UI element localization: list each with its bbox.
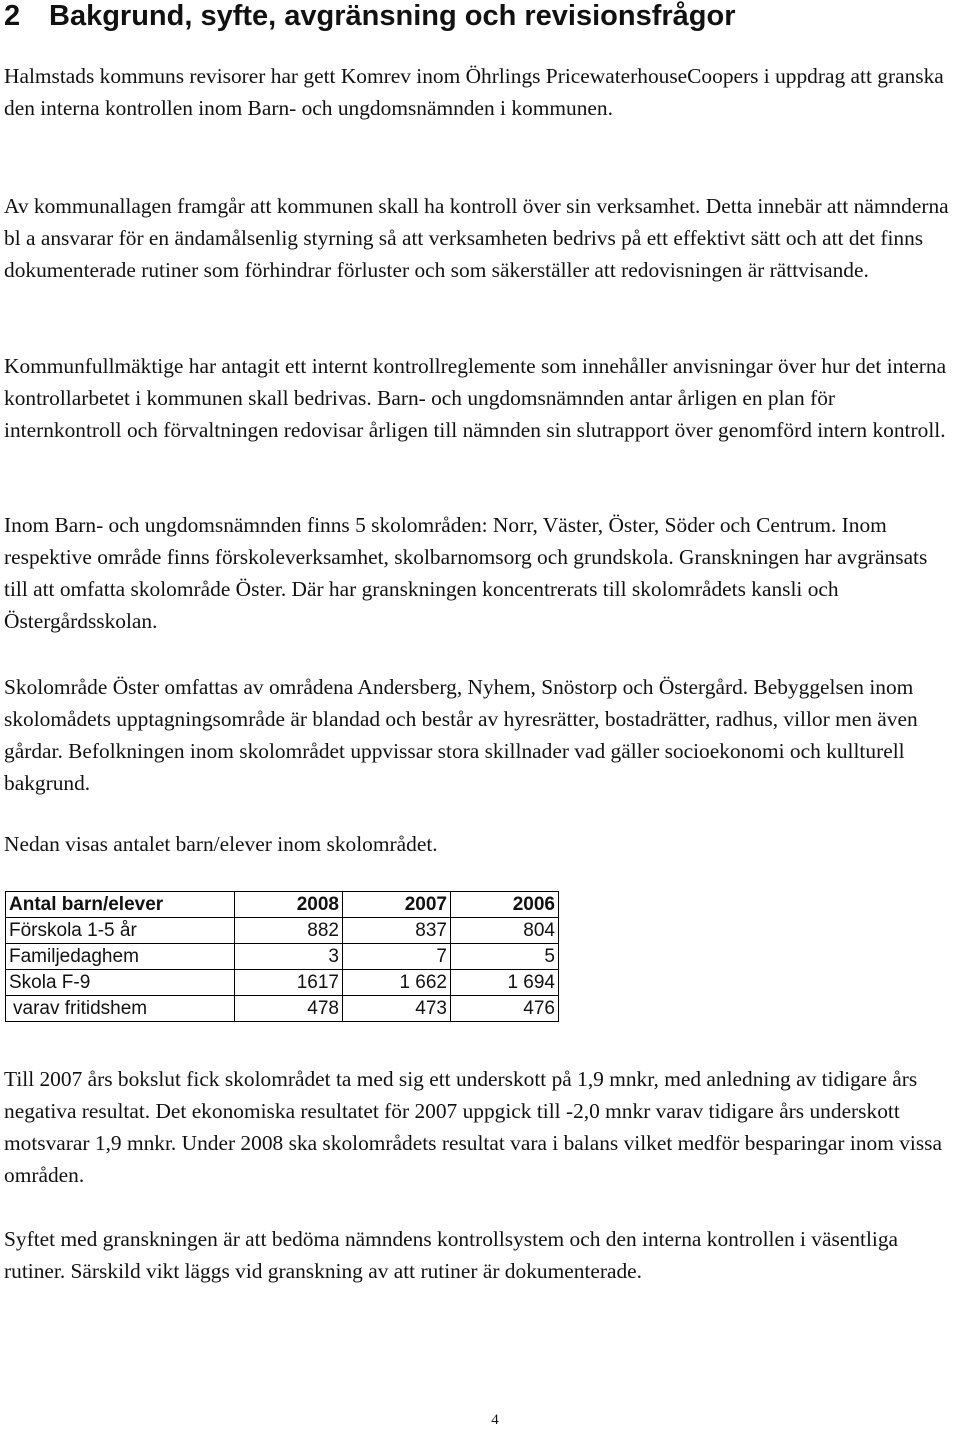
- table-cell: 804: [451, 918, 559, 944]
- table-cell: 5: [451, 944, 559, 970]
- table-cell: 1 662: [343, 970, 451, 996]
- table-cell: Skola F-9: [6, 970, 235, 996]
- children-count-table: [5, 891, 559, 1022]
- table-cell: 837: [343, 918, 451, 944]
- table-row: [6, 944, 559, 970]
- paragraph-syfte: Syftet med granskningen är att bedöma nämndens kontrollsystem och den interna kontrollen i väsentliga rutiner. Särskild vikt läggs vid granskning av att rutiner är dokumenterade.: [4, 1227, 899, 1283]
- section-number: 2: [4, 0, 21, 32]
- table-header-cell: 2007: [343, 892, 451, 918]
- table-row: [6, 970, 559, 996]
- table-header-cell: 2006: [451, 892, 559, 918]
- table-cell: 882: [235, 918, 343, 944]
- paragraph-table-intro: Nedan visas antalet barn/elever inom skolområdet.: [4, 832, 438, 856]
- section-title: Bakgrund, syfte, avgränsning och revisionsfrågor: [49, 0, 736, 32]
- table-cell: 473: [343, 996, 451, 1022]
- table-cell: Familjedaghem: [6, 944, 235, 970]
- table-header-cell: 2008: [235, 892, 343, 918]
- table-row: [6, 918, 559, 944]
- table-cell: 1617: [235, 970, 343, 996]
- table-cell: 478: [235, 996, 343, 1022]
- paragraph-kommunallagen: Av kommunallagen framgår att kommunen skall ha kontroll över sin verksamhet. Detta innebär att nämnderna bl a ansvarar för en ändamålsenlig styrning så att verksamheten bedrivs på ett effektivt sätt och att det finns dokumenterade rutiner som förhindrar förluster och som säkerställer att redovisningen är rättvisande.: [4, 194, 949, 282]
- table-header-cell: Antal barn/elever: [6, 892, 235, 918]
- page-number: 4: [491, 1412, 499, 1428]
- paragraph-skolomraden: Inom Barn- och ungdomsnämnden finns 5 skolområden: Norr, Väster, Öster, Söder och Centrum. Inom respektive område finns förskoleverksamhet, skolbarnomsorg och grundskola. Granskningen har avgränsats till att omfatta skolområde Öster. Där har granskningen koncentrerats till skolområdets kansli och Östergårdsskolan.: [4, 513, 928, 633]
- table-cell: 7: [343, 944, 451, 970]
- paragraph-intro: Halmstads kommuns revisorer har gett Komrev inom Öhrlings PricewaterhouseCoopers i uppdrag att granska den interna kontrollen inom Barn- och ungdomsnämnden i kommunen.: [4, 64, 944, 120]
- table-cell: Förskola 1-5 år: [6, 918, 235, 944]
- paragraph-skolomrade-oster: Skolområde Öster omfattas av områdena Andersberg, Nyhem, Snöstorp och Östergård. Bebyggelsen inom skolomådets upptagningsområde är blandad och består av hyresrätter, bostadrätter, radhus, villor men även gårdar. Befolkningen inom skolområdet uppvissar stora skillnader vad gäller socioekonomi och kullturell bakgrund.: [4, 675, 918, 795]
- table-cell: varav fritidshem: [6, 996, 235, 1022]
- table-header-row: [6, 892, 559, 918]
- table-row: [6, 996, 559, 1022]
- table-cell: 1 694: [451, 970, 559, 996]
- paragraph-bokslut: Till 2007 års bokslut fick skolområdet ta med sig ett underskott på 1,9 mnkr, med anledning av tidigare års negativa resultat. Det ekonomiska resultatet för 2007 uppgick till -2,0 mnkr varav tidigare års underskott motsvarar 1,9 mnkr. Under 2008 ska skolområdets resultat vara i balans vilket medför besparingar inom vissa områden.: [4, 1067, 942, 1187]
- table-cell: 476: [451, 996, 559, 1022]
- section-heading: [4, 0, 736, 38]
- paragraph-kontrollreglemente: Kommunfullmäktige har antagit ett internt kontrollreglemente som innehåller anvisningar över hur det interna kontrollarbetet i kommunen skall bedrivas. Barn- och ungdomsnämnden antar årligen en plan för internkontroll och förvaltningen redovisar årligen till nämnden sin slutrapport över genomförd intern kontroll.: [4, 354, 947, 442]
- table-cell: 3: [235, 944, 343, 970]
